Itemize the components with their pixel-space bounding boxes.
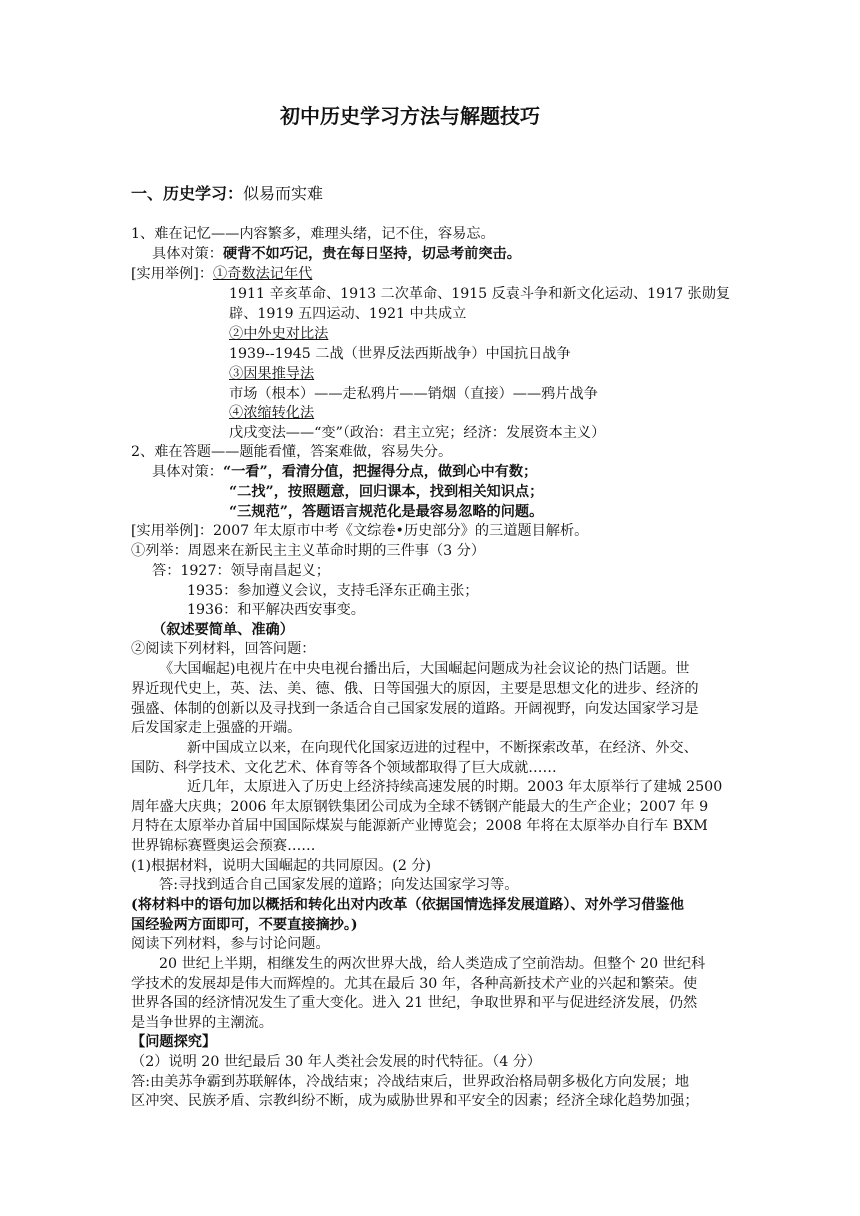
material-line: 学技术的发展却是伟大而辉煌的。尤其在最后 30 年，各种高新技术产业的兴起和繁荣。使 bbox=[131, 976, 698, 992]
material-line: 20 世纪上半期，相继发生的两次世界大战，给人类造成了空前浩劫。但整个 20 世纪科 bbox=[159, 956, 706, 972]
method-comparison: ②中外史对比法 bbox=[229, 326, 329, 342]
answer-note: (将材料中的语句加以概括和转化出对内改革（依据国情选择发展道路）、对外学习借鉴他 bbox=[131, 897, 684, 913]
example-label: [实用举例]： bbox=[131, 523, 214, 539]
answer-line: 区冲突、民族矛盾、宗教纠纷不断，成为威胁世界和平安全的因素；经济全球化趋势加强； bbox=[131, 1093, 699, 1109]
material-line: 周年盛大庆典；2006 年太原钢铁集团公司成为全球不锈钢产能最大的生产企业；2007 年 9 bbox=[131, 799, 709, 815]
material-line: 国防、科学技术、文化艺术、体育等各个领域都取得了巨大成就…… bbox=[131, 760, 557, 776]
answer-line: 答：1927：领导南昌起义； bbox=[152, 563, 330, 579]
example-label: [实用举例]： bbox=[131, 266, 214, 282]
answer-note: 国经验两方面即可，不要直接摘抄。) bbox=[131, 917, 358, 933]
example-line-2 bbox=[131, 521, 588, 541]
method-cause-effect: ③因果推导法 bbox=[229, 366, 315, 382]
material-line: 月特在太原举办首届中国国际煤炭与能源新产业博览会；2008 年将在太原举办自行车 BXM bbox=[131, 818, 708, 834]
answer-line: 答:寻找到适合自己国家发展的道路；向发达国家学习等。 bbox=[159, 877, 519, 893]
paragraph-1: 1、难在记忆——内容繁多，难理头绪，记不住，容易忘。 bbox=[131, 226, 495, 242]
paragraph-2: 2、难在答题——题能看懂，答案难做，容易失分。 bbox=[131, 444, 453, 460]
method-odd-years: ①奇数法记年代 bbox=[213, 266, 313, 282]
material-line: 世界各国的经济情况发生了重大变化。进入 21 世纪，争取世界和平与促进经济发展，仍然 bbox=[131, 995, 698, 1011]
method-line: 辟、1919 五四运动、1921 中共成立 bbox=[229, 306, 467, 322]
strategy-line-2 bbox=[152, 462, 537, 482]
page-title: 初中历史学习方法与解题技巧 bbox=[280, 104, 540, 128]
question-3: 阅读下列材料，参与讨论问题。 bbox=[131, 936, 330, 952]
example-line-1 bbox=[131, 264, 312, 284]
sub-question: (1)根据材料，说明大国崛起的共同原因。(2 分) bbox=[131, 858, 432, 874]
answer-note: （叙述要简单、准确） bbox=[152, 622, 294, 638]
strategy-step-1: “一看”，看清分值，把握得分点，做到心中有数； bbox=[222, 464, 538, 480]
sub-question: （2）说明 20 世纪最后 30 年人类社会发展的时代特征。（4 分） bbox=[131, 1054, 542, 1070]
strategy-label: 具体对策： bbox=[152, 464, 223, 480]
material-line: 是当争世界的主潮流。 bbox=[131, 1015, 273, 1031]
method-line: 1939--1945 二战（世界反法西斯战争）中国抗日战争 bbox=[229, 346, 571, 362]
material-line: 新中国成立以来，在向现代化国家迈进的过程中，不断探索改革，在经济、外交、 bbox=[187, 740, 698, 756]
question-2: ②阅读下列材料，回答问题： bbox=[131, 641, 316, 657]
material-line: 后发国家走上强盛的开端。 bbox=[131, 720, 302, 736]
material-line: 《大国崛起)电视片在中央电视台播出后，大国崛起问题成为社会议论的热门话题。世 bbox=[159, 661, 690, 677]
strategy-label: 具体对策： bbox=[152, 246, 223, 262]
section-number: 一、历史学习： bbox=[131, 184, 244, 203]
method-line: 1911 辛亥革命、1913 二次革命、1915 反袁斗争和新文化运动、1917 张勋复 bbox=[229, 286, 730, 302]
section-heading bbox=[131, 184, 323, 204]
material-line: 世界锦标赛暨奥运会预赛…… bbox=[131, 838, 316, 854]
material-line: 近几年，太原进入了历史上经济持续高速发展的时期。2003 年太原举行了建城 2500 bbox=[187, 779, 723, 795]
section-heading-rest: 似易而实难 bbox=[243, 184, 324, 203]
method-line: 市场（根本）——走私鸦片——销烟（直接）——鸦片战争 bbox=[229, 386, 598, 402]
strategy-line-1 bbox=[152, 244, 521, 264]
example-text: 2007 年太原市中考《文综卷•历史部分》的三道题目解析。 bbox=[213, 523, 589, 539]
answer-line: 答:由美苏争霸到苏联解体，冷战结束；冷战结束后，世界政治格局朝多极化方向发展；地 bbox=[131, 1074, 690, 1090]
method-condense: ④浓缩转化法 bbox=[229, 405, 315, 421]
answer-line: 1936：和平解决西安事变。 bbox=[187, 602, 365, 618]
strategy-step-3: “三规范”，答题语言规范化是最容易忽略的问题。 bbox=[229, 504, 544, 520]
strategy-text: 硬背不如巧记，贵在每日坚持，切忌考前突击。 bbox=[222, 246, 521, 262]
question-1: ①列举：周恩来在新民主主义革命时期的三件事（3 分） bbox=[131, 543, 486, 559]
method-line: 戊戌变法——“变”（政治：君主立宪；经济：发展资本主义） bbox=[229, 425, 606, 441]
strategy-step-2: “二找”，按照题意，回归课本，找到相关知识点； bbox=[229, 484, 544, 500]
material-line: 强盛、体制的创新以及寻找到一条适合自己国家发展的道路。开阔视野，向发达国家学习是 bbox=[131, 701, 699, 717]
answer-line: 1935：参加遵义会议，支持毛泽东正确主张； bbox=[187, 583, 479, 599]
problem-heading: 【问题探究】 bbox=[131, 1034, 217, 1050]
material-line: 界近现代史上，英、法、美、德、俄、日等国强大的原因，主要是思想文化的进步、经济的 bbox=[131, 681, 699, 697]
